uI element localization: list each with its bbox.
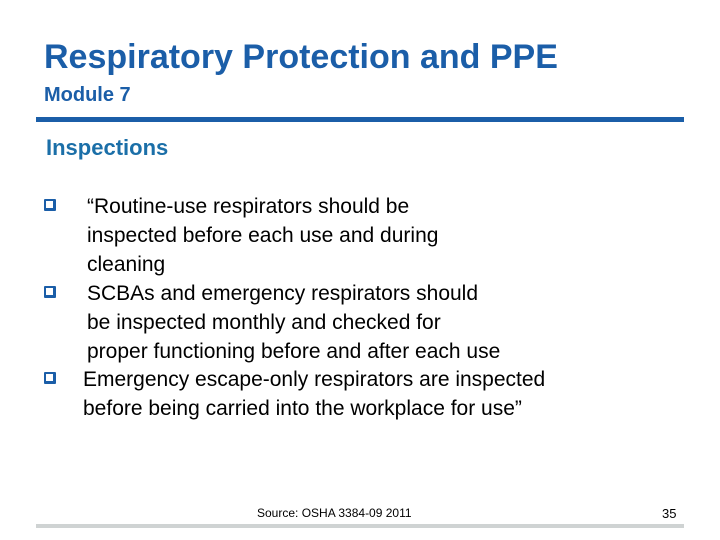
checkbox-bullet-icon [44,286,56,298]
bullet-line: inspected before each use and during [87,224,439,247]
bullet-item [44,365,684,423]
bullet-line: before being carried into the workplace for use” [83,397,522,420]
bullet-line: SCBAs and emergency respirators should [87,282,479,305]
page-number: 35 [662,506,677,521]
footer-divider [36,524,684,528]
slide-subtitle: Module 7 [44,84,131,106]
bullet-line: “Routine-use respirators should be [87,195,410,218]
bullet-line: be inspected monthly and checked for [87,311,441,334]
bullet-line: cleaning [87,253,166,276]
slide-title: Respiratory Protection and PPE [44,38,558,76]
source-citation: Source: OSHA 3384-09 2011 [257,506,412,520]
bullet-line: Emergency escape-only respirators are inspected [83,368,546,391]
checkbox-bullet-icon [44,199,56,211]
bullet-line: proper functioning before and after each use [87,340,501,363]
checkbox-bullet-icon [44,372,56,384]
bullet-item [44,192,644,279]
title-divider [36,117,684,122]
bullet-item [44,279,644,366]
section-heading: Inspections [46,135,169,160]
